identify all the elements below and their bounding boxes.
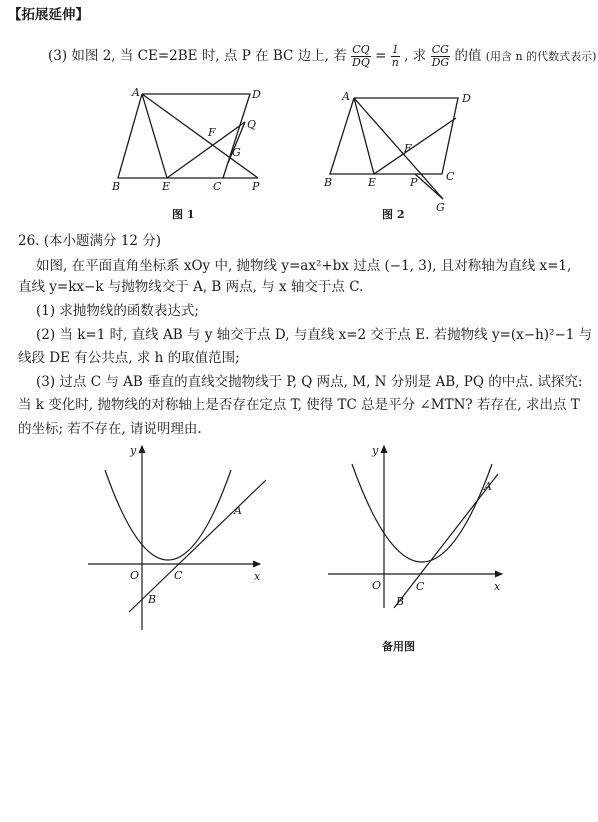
problem-26-q2-line1: (2) 当 k=1 时, 直线 AB 与 y 轴交于点 D, 与直线 x=2 交于点 E. 若抛物线 y=(x−h)²−1 与: [36, 327, 593, 343]
problem-26-q3-line1: (3) 过点 C 与 AB 垂直的直线交抛物线于 P, Q 两点, M, N 分别是 AB, PQ 的中点. 试探究:: [36, 374, 583, 390]
figure-1-caption: 图 1: [172, 208, 195, 221]
graph-spare: [322, 440, 512, 610]
ext-prefix: (3) 如图 2, 当 CE=2BE 时, 点 P 在 BC 边上, 若: [48, 48, 347, 64]
graph-spare-caption: 备用图: [382, 640, 415, 653]
extension-question-3: [48, 44, 596, 69]
figure-2-caption: 图 2: [382, 208, 405, 221]
fig1-label-D: D: [252, 88, 261, 101]
fig1-label-C: C: [213, 180, 222, 193]
ext-mid: , 求: [404, 48, 427, 64]
graph-main-label-O: O: [130, 569, 140, 582]
graph-main-label-A: A: [234, 504, 242, 517]
fig1-label-A: A: [132, 86, 140, 99]
fig2-label-A: A: [342, 90, 350, 103]
figure-1: [100, 82, 280, 194]
graph-main-label-x: x: [254, 570, 261, 583]
ext-note: (用含 n 的代数式表示): [485, 50, 597, 63]
frac-denominator: n: [391, 56, 399, 69]
graph-spare-label-x: x: [494, 580, 501, 593]
frac-numerator: 1: [391, 43, 399, 56]
problem-26-q3-line2: 当 k 变化时, 抛物线的对称轴上是否存在定点 T, 使得 TC 总是平分 ∠MTN? 若存在, 求出点 T: [18, 397, 580, 413]
fig1-label-F: F: [208, 126, 216, 139]
problem-26-title: 26. (本小题满分 12 分): [18, 233, 162, 249]
fig2-label-F: F: [404, 142, 412, 155]
fig2-label-P: P: [410, 176, 418, 189]
fraction-cq-dq: [351, 44, 371, 69]
fig1-label-B: B: [112, 180, 121, 193]
section-header: 【拓展延伸】: [8, 7, 89, 23]
frac-numerator: CQ: [352, 43, 370, 56]
fig1-label-Q: Q: [247, 118, 257, 131]
fig1-label-P: P: [252, 180, 260, 193]
graph-spare-label-A: A: [484, 480, 492, 493]
fig2-label-D: D: [462, 92, 471, 105]
fig2-label-C: C: [446, 170, 455, 183]
graph-main-label-C: C: [174, 569, 183, 582]
problem-26-q3-line3: 的坐标; 若不存在, 请说明理由.: [18, 421, 202, 437]
frac-denominator: DQ: [352, 56, 370, 69]
fraction-1-n: [391, 44, 400, 69]
graph-spare-label-O: O: [372, 579, 382, 592]
fig2-label-B: B: [324, 176, 333, 189]
problem-26-stem-2: 直线 y=kx−k 与抛物线交于 A, B 两点, 与 x 轴交于点 C.: [18, 279, 364, 295]
frac-denominator: DG: [431, 56, 450, 69]
graph-spare-label-C: C: [416, 580, 425, 593]
fig2-label-E: E: [368, 176, 377, 189]
graph-spare-label-y: y: [372, 444, 379, 457]
graph-main: [80, 440, 270, 635]
fraction-cg-dg: [431, 44, 451, 69]
frac-numerator: CG: [431, 43, 449, 56]
fig1-label-E: E: [162, 180, 171, 193]
graph-main-label-y: y: [130, 444, 137, 457]
ext-suffix: 的值: [454, 48, 482, 64]
problem-26-q1: (1) 求抛物线的函数表达式;: [36, 303, 199, 319]
figure-2: [318, 84, 488, 214]
fig2-label-G: G: [436, 201, 445, 214]
graph-spare-label-B: B: [396, 595, 405, 608]
problem-26-q2-line2: 线段 DE 有公共点, 求 h 的取值范围;: [18, 350, 240, 366]
graph-main-label-B: B: [148, 593, 157, 606]
fig1-label-G: G: [232, 146, 241, 159]
equals-sign: =: [375, 48, 387, 64]
problem-26-stem-1: 如图, 在平面直角坐标系 xOy 中, 抛物线 y=ax²+bx 过点 (−1, 3), 且对称轴为直线 x=1,: [36, 258, 572, 274]
